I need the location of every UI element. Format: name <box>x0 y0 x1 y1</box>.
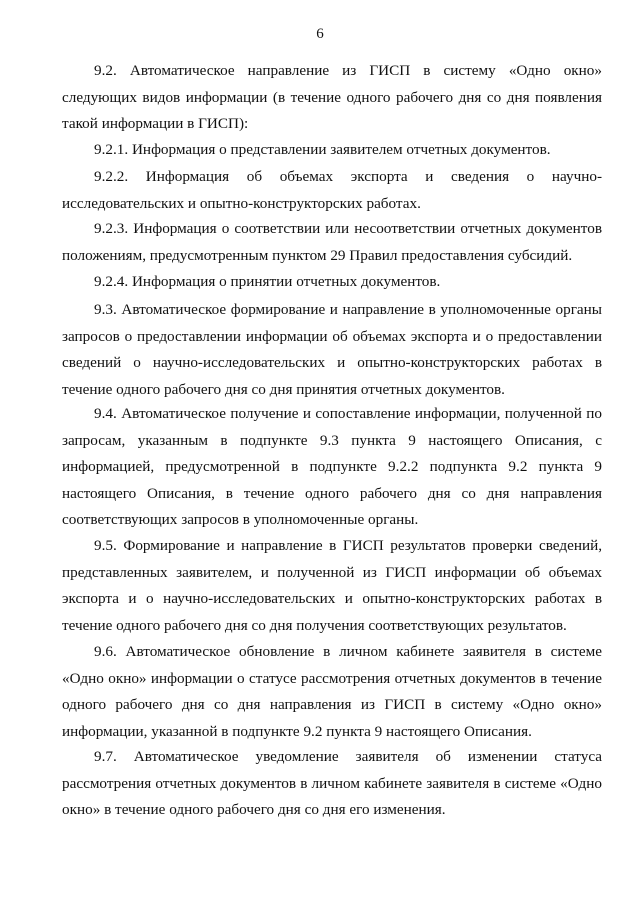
paragraph-9-5: 9.5. Формирование и направление в ГИСП результатов проверки сведений, представленных заявителем, и полученной из ГИСП информации об объемах экспорта и о научно-исследовательских и опытно-конструкторских работах в течение одного рабочего дня со дня получения соответствующих результатов. <box>62 537 602 634</box>
paragraph-9-4: 9.4. Автоматическое получение и сопоставление информации, полученной по запросам, указанным в подпункте 9.3 пункта 9 настоящего Описания, с информацией, предусмотренной в подпункте 9.2.2 подпункта 9.2 пункта 9 настоящего Описания, в течение одного рабочего дня со дня направления соответствующих запросов в уполномоченные органы. <box>62 405 602 528</box>
paragraph-9-6: 9.6. Автоматическое обновление в личном кабинете заявителя в системе «Одно окно» информации о статусе рассмотрения отчетных документов в течение одного рабочего дня со дня направления из ГИСП в систему «Одно окно» информации, указанной в подпункте 9.2 пункта 9 настоящего Описания. <box>62 643 602 740</box>
paragraph-9-2-2: 9.2.2. Информация об объемах экспорта и сведения о научно-исследовательских и опытно-конструкторских работах. <box>62 168 602 212</box>
paragraph-9-3: 9.3. Автоматическое формирование и направление в уполномоченные органы запросов о предоставлении информации об объемах экспорта и о предоставлении сведений о научно-исследовательских и опытно-конструкторских работах в течение одного рабочего дня со дня принятия отчетных документов. <box>62 301 602 398</box>
page-number: 6 <box>316 26 324 42</box>
paragraph-9-7: 9.7. Автоматическое уведомление заявителя об изменении статуса рассмотрения отчетных документов в личном кабинете заявителя в системе «Одно окно» в течение одного рабочего дня со дня его изменения. <box>62 748 602 818</box>
paragraph-9-2: 9.2. Автоматическое направление из ГИСП в систему «Одно окно» следующих видов информации (в течение одного рабочего дня со дня появления такой информации в ГИСП): <box>62 62 602 132</box>
paragraph-9-2-4: 9.2.4. Информация о принятии отчетных документов. <box>94 273 441 290</box>
paragraph-9-2-3: 9.2.3. Информация о соответствии или несоответствии отчетных документов положениям, предусмотренным пунктом 29 Правил предоставления субсидий. <box>62 220 602 264</box>
paragraph-9-2-1: 9.2.1. Информация о представлении заявителем отчетных документов. <box>94 141 551 158</box>
